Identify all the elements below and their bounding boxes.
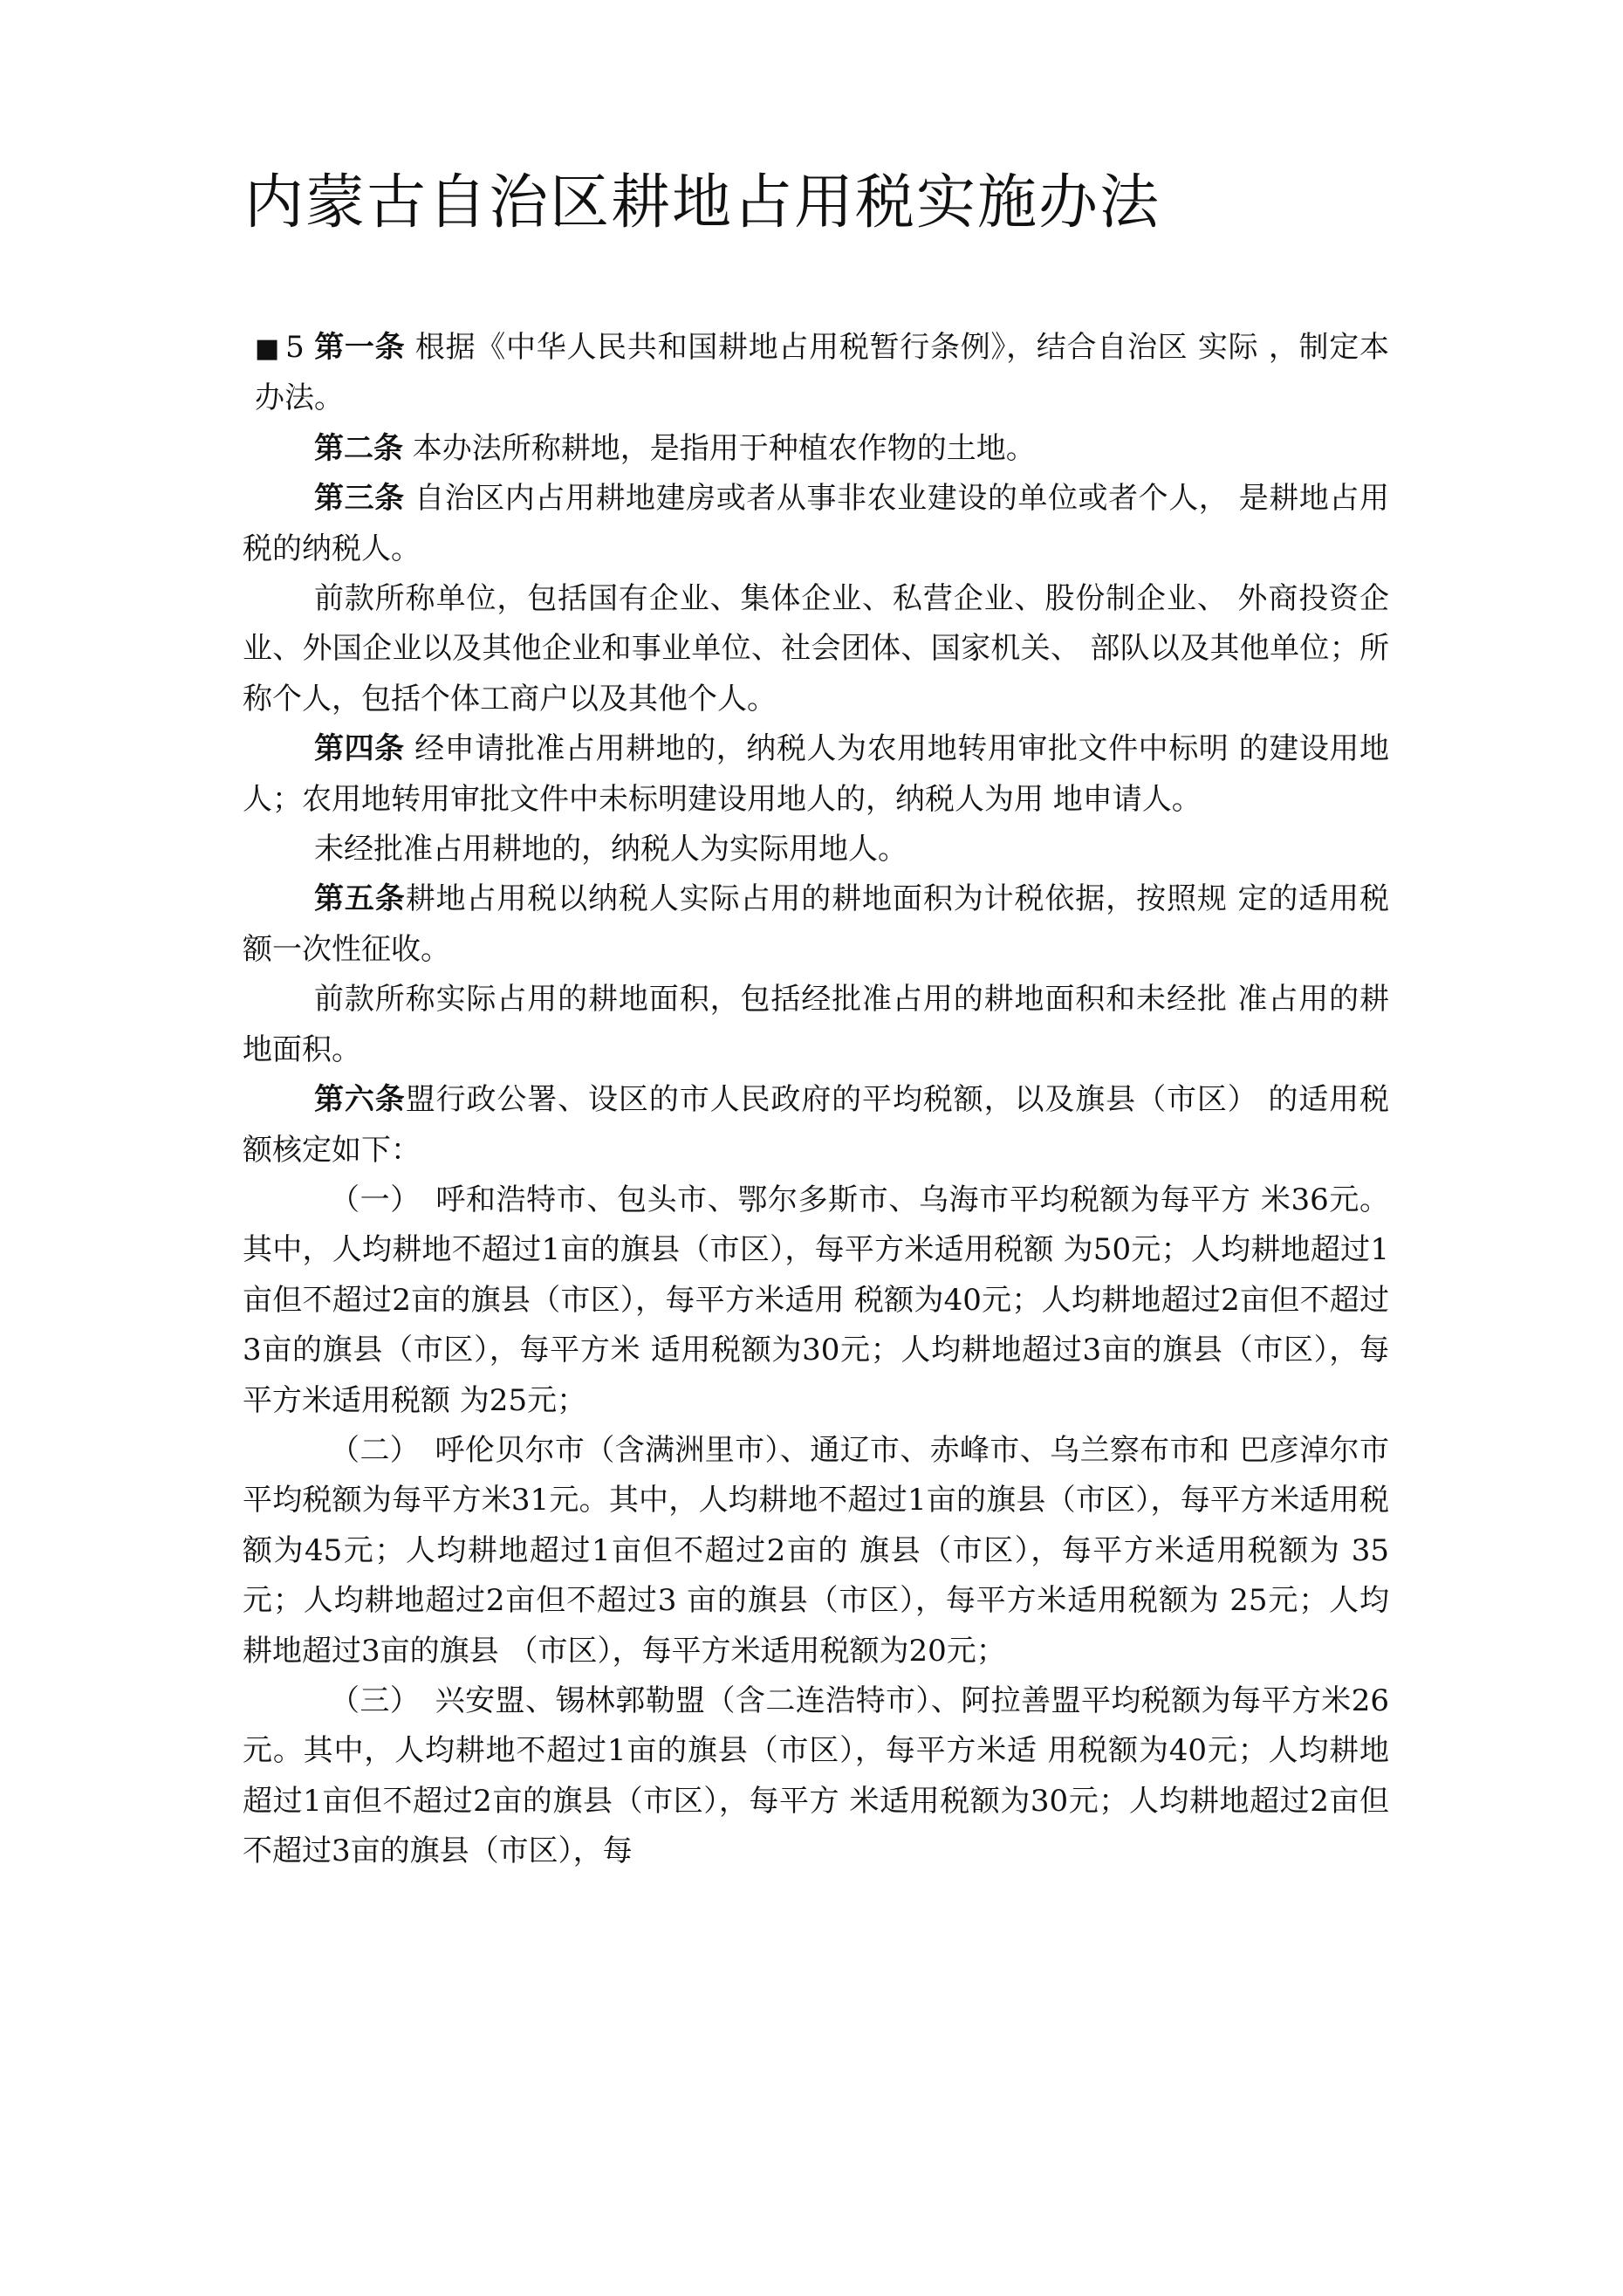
article-5-text: 耕地占用税以纳税人实际占用的耕地面积为计税依据，按照规 定的适用税额一次性征收。: [243, 881, 1390, 967]
article-4-text: 经申请批准占用耕地的，纳税人为农用地转用审批文件中标明 的建设用地人；农用地转用审批文件中未标明建设用地人的，纳税人为用 地申请人。: [243, 731, 1389, 817]
article-1: [243, 323, 1389, 424]
paragraph-unapproved: 未经批准占用耕地的，纳税人为实际用地人。: [314, 832, 907, 867]
paragraph-units: 前款所称单位，包括国有企业、集体企业、私营企业、股份制企业、 外商投资企业、外国企业以及其他企业和事业单位、社会团体、国家机关、 部队以及其他单位；所称个人，包括个体工商户以及其他个人。: [243, 581, 1389, 716]
article-2: [243, 424, 1389, 474]
article-1-number: 5: [285, 330, 315, 365]
paragraph-area: 前款所称实际占用的耕地面积，包括经批准占用的耕地面积和未经批 准占用的耕地面积。: [243, 982, 1389, 1067]
article-1-heading: 第一条: [314, 330, 406, 365]
item-3: （三） 兴安盟、锡林郭勒盟（含二连浩特市）、阿拉善盟平均税额为每平方米26元。其中，人均耕地不超过1亩的旗县（市区），每平方米适 用税额为40元；人均耕地超过1亩但不超过2亩的旗县（市区），每平方 米适用税额为30元；人均耕地超过2亩但不超过3亩的旗县（市区），每: [243, 1683, 1389, 1869]
item-2: （二） 呼伦贝尔市（含满洲里市）、通辽市、赤峰市、乌兰察布市和 巴彦淖尔市平均税额为每平方米31元。其中，人均耕地不超过1亩的旗县（市区），每平方米适用税额为45元；人均耕地超过1亩但不超过2亩的 旗县（市区），每平方米适用税额为 35元；人均耕地超过2亩但不超过3 亩的旗县（市区），每平方米适用税额为 25元；人均耕地超过3亩的旗县 （市区），每平方米适用税额为20元；: [243, 1432, 1389, 1669]
article-3-text: 自治区内占用耕地建房或者从事非农业建设的单位或者个人， 是耕地占用税的纳税人。: [243, 481, 1389, 566]
article-2-text: 本办法所称耕地，是指用于种植农作物的土地。: [403, 430, 1036, 466]
item-1: （一） 呼和浩特市、包头市、鄂尔多斯市、乌海市平均税额为每平方 米36元。其中，人均耕地不超过1亩的旗县（市区），每平方米适用税额 为50元；人均耕地超过1亩但不超过2亩的旗县（市区），每平方米适用 税额为40元；人均耕地超过2亩但不超过3亩的旗县（市区），每平方米 适用税额为30元；人均耕地超过3亩的旗县（市区），每平方米适用税额 为25元；: [243, 1182, 1389, 1418]
square-bullet-icon: ■: [255, 333, 281, 364]
article-6-heading: 第六条: [314, 1082, 406, 1118]
document-body: [243, 323, 1389, 1877]
article-6: [243, 1075, 1389, 1175]
article-5-heading: 第五条: [314, 881, 406, 917]
article-5: [243, 874, 1389, 975]
article-4: [243, 724, 1389, 825]
article-2-heading: 第二条: [314, 430, 403, 466]
article-3: [243, 474, 1389, 574]
article-6-text: 盟行政公署、设区的市人民政府的平均税额，以及旗县（市区） 的适用税额核定如下：: [243, 1082, 1390, 1168]
document-title: 内蒙古自治区耕地占用税实施办法: [244, 168, 1161, 237]
article-1-text: 根据《中华人民共和国耕地占用税暂行条例》，结合自治区 实际 ，制定本办法。: [255, 330, 1389, 416]
article-3-heading: 第三条: [314, 481, 405, 517]
article-4-heading: 第四条: [314, 731, 405, 767]
